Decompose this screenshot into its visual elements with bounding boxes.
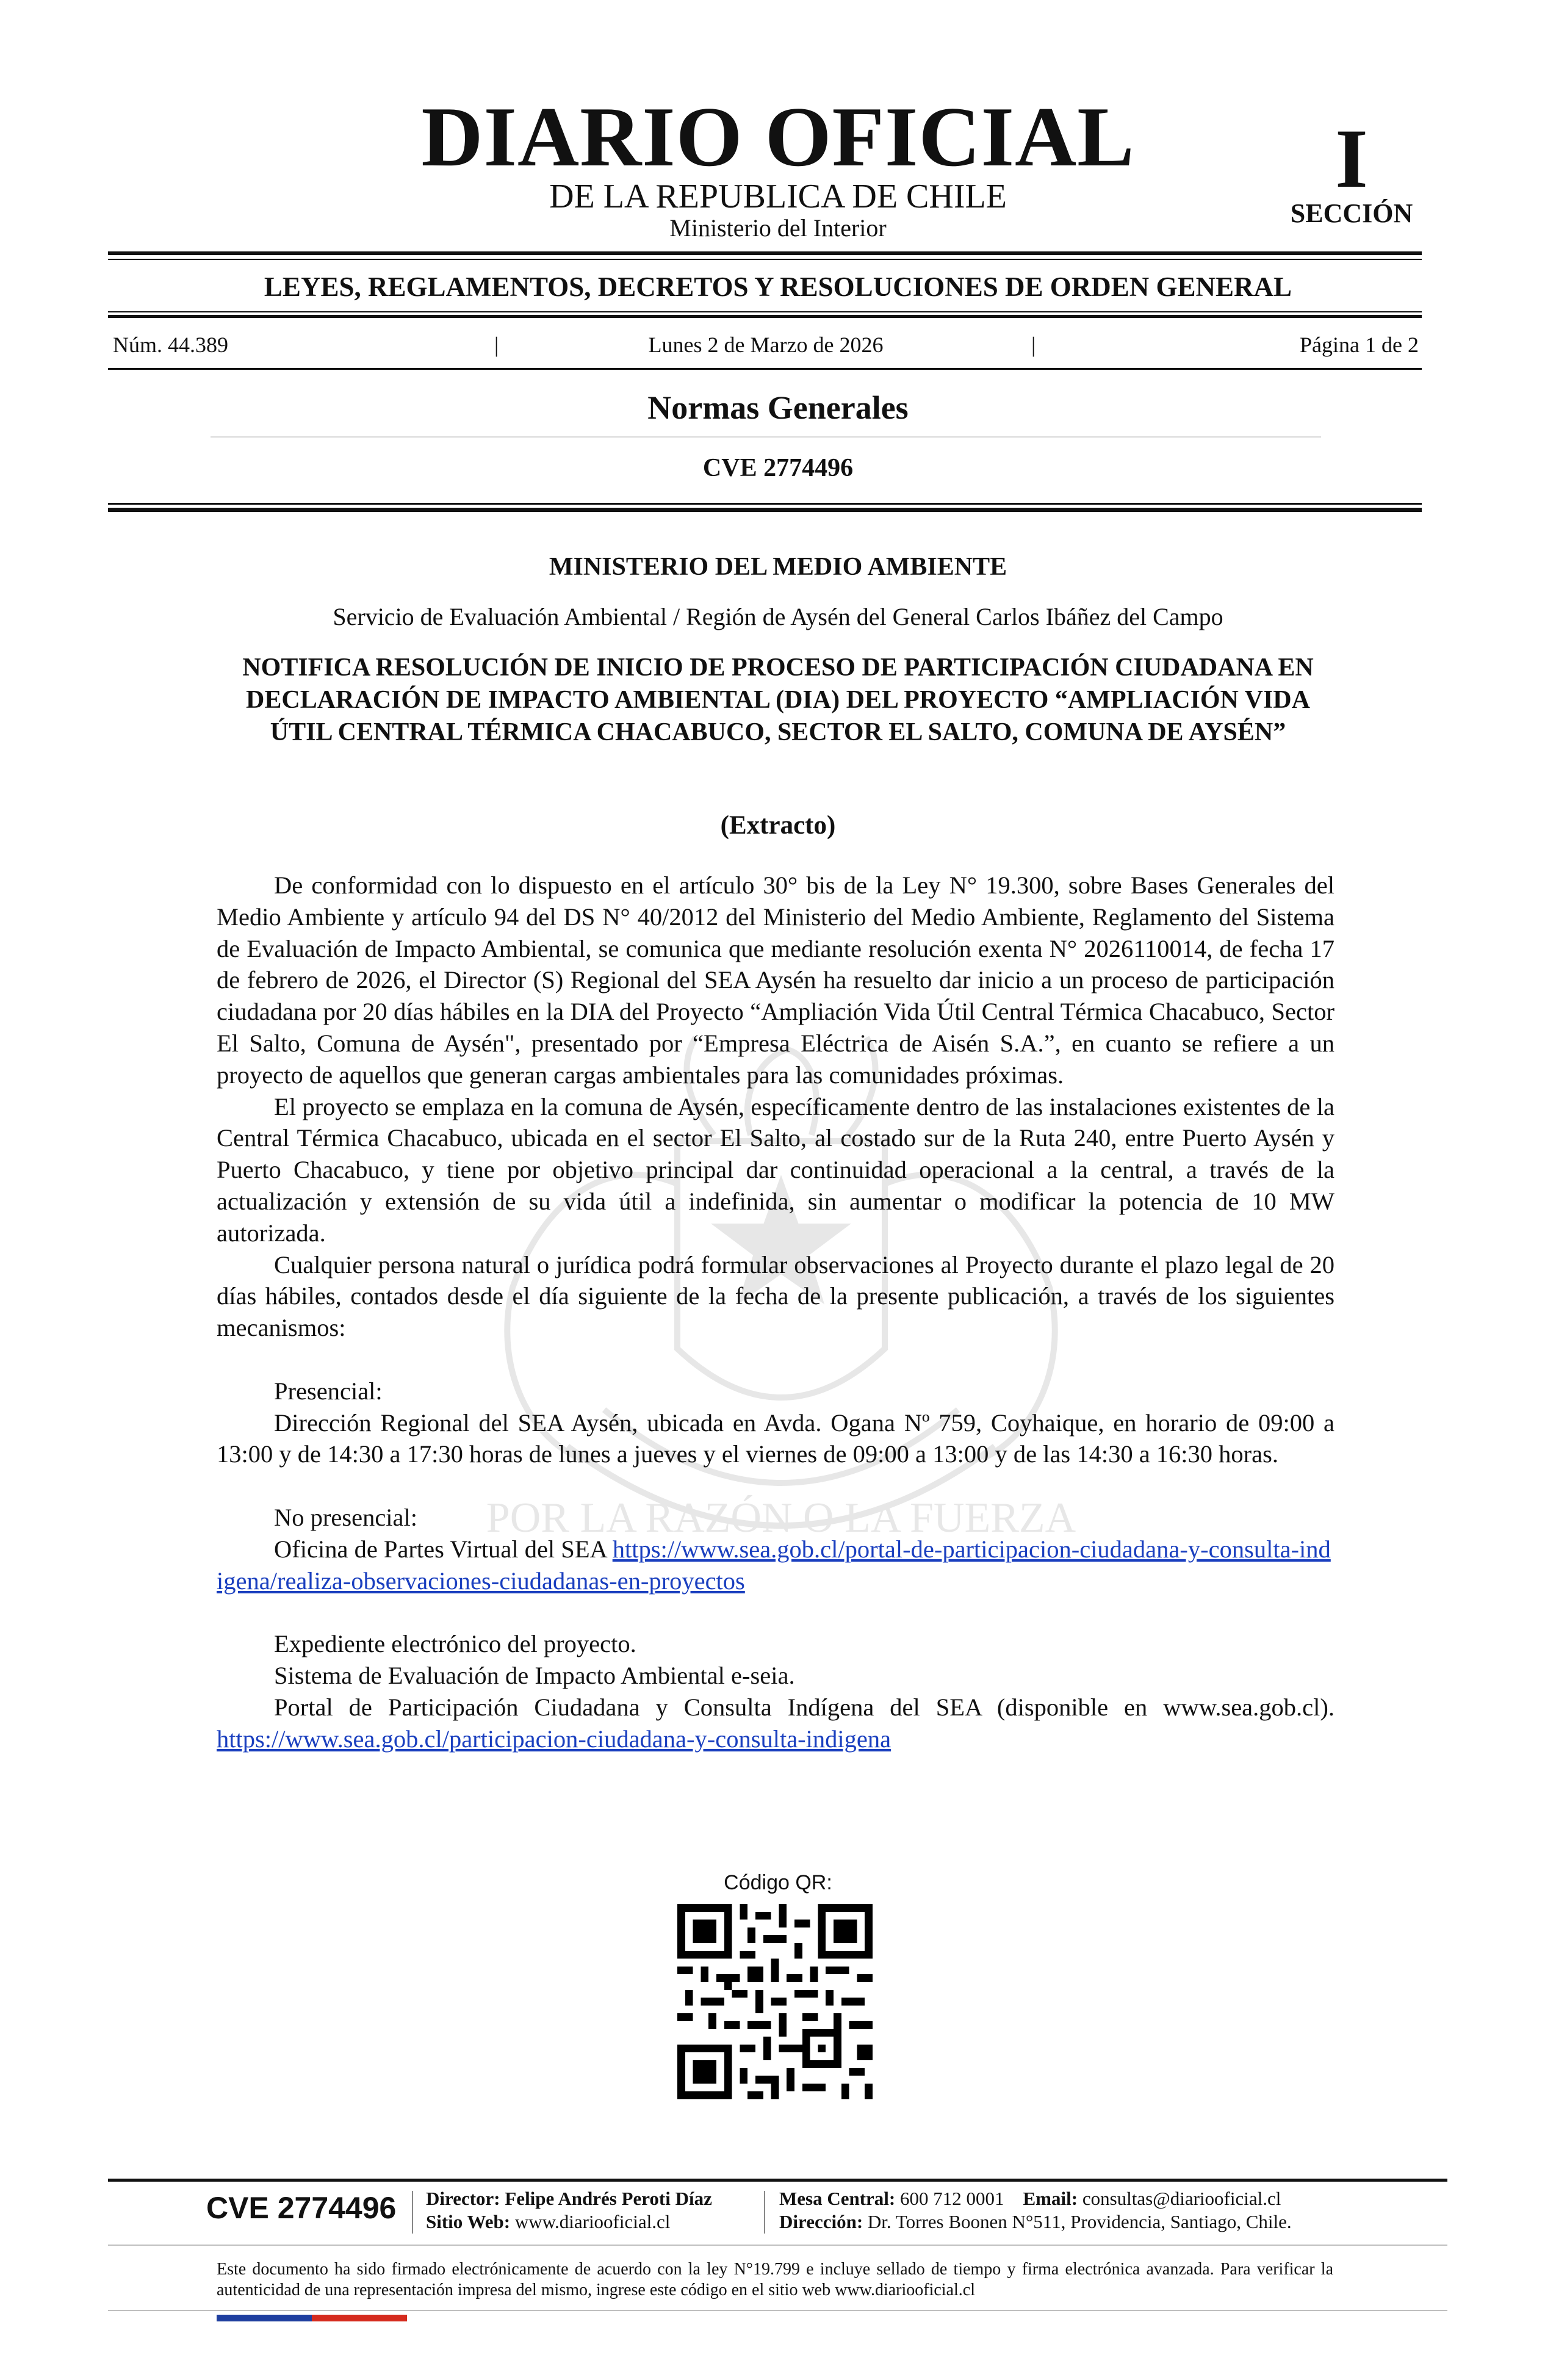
footer-cve: CVE 2774496: [206, 2191, 397, 2225]
qr-code[interactable]: [677, 1904, 873, 2099]
footer-thin-rule: [108, 2245, 1447, 2246]
oficina-label: Oficina de Partes Virtual del SEA: [274, 1535, 607, 1563]
masthead-title: DIARIO OFICIAL: [421, 90, 1135, 184]
footer-bottom-rule: [108, 2310, 1447, 2311]
paragraph-3: Cualquier persona natural o jurídica podrá formular observaciones al Proyecto durante el plazo legal de 20 días hábiles, contados desde el día siguiente de la fecha de la presente publicación, a través de los siguientes mecanismos:: [217, 1250, 1334, 1342]
site-value[interactable]: www.diariooficial.cl: [514, 2211, 671, 2232]
flag-stripe-red: [312, 2315, 407, 2321]
director-name: Felipe Andrés Peroti Díaz: [505, 2188, 712, 2209]
motto-text: POR LA RAZÓN O LA FUERZA: [486, 1495, 1076, 1542]
presencial-text: Dirección Regional del SEA Aysén, ubicada en Avda. Ogana Nº 759, Coyhaique, en horario de 09:00 a 13:00 y de 14:30 a 17:30 horas de lunes a jueves y el viernes de 09:00 a 13:00 y de las 14:30 a 16:30 horas.: [217, 1408, 1334, 1468]
oficina-link[interactable]: https://www.sea.gob.cl/portal-de-participacion-ciudadana-y-consulta-indigena/realiza-observaciones-ciudadanas-en-proyectos: [217, 1535, 1331, 1595]
extract-label: (Extracto): [720, 811, 836, 840]
mesa-label: Mesa Central:: [779, 2188, 896, 2209]
presencial-label: Presencial:: [274, 1377, 383, 1405]
email-value[interactable]: consultas@diariooficial.cl: [1082, 2188, 1281, 2209]
section-divider: [211, 436, 1321, 438]
section-title: Normas Generales: [647, 389, 909, 426]
paragraph-1: De conformidad con lo dispuesto en el artículo 30° bis de la Ley N° 19.300, sobre Bases Generales del Medio Ambiente y artículo 94 del DS N° 40/2012 del Ministerio del Medio Ambiente, Reglamento del Sistema de Evaluación de Impacto Ambiental, se comunica que mediante resolución exenta N° 2026110014, de fecha 17 de febrero de 2026, el Director (S) Regional del SEA Aysén ha resuelto dar inicio a un proceso de participación ciudadana por 20 días hábiles en la DIA del Proyecto “Ampliación Vida Útil Central Térmica Chacabuco, Sector El Salto, Comuna de Aysén", presentado por “Empresa Eléctrica de Aisén S.A.”, en cuanto se refiere a un proyecto de aquellos que generan cargas ambientales para las comunidades próximas.: [217, 871, 1334, 1089]
portal-line: [217, 1692, 1334, 1755]
category-rule-thick: [108, 315, 1422, 318]
site-label: Sitio Web:: [426, 2211, 511, 2232]
footer-site: [426, 2210, 670, 2234]
service-line: Servicio de Evaluación Ambiental / Región de Aysén del General Carlos Ibáñez del Campo: [333, 603, 1223, 630]
category-rule-thin: [108, 311, 1422, 312]
flag-stripe-blue: [217, 2315, 312, 2321]
director-label: Director:: [426, 2188, 500, 2209]
meta-separator: |: [494, 333, 499, 357]
cve-code: CVE 2774496: [702, 454, 854, 482]
address-value: Dr. Torres Boonen N°511, Providencia, Santiago, Chile.: [867, 2211, 1292, 2232]
footer-director: [426, 2187, 712, 2210]
footer-divider: [412, 2191, 413, 2234]
seia-line: Sistema de Evaluación de Impacto Ambiental e-seia.: [274, 1661, 795, 1689]
qr-label: Código QR:: [724, 1871, 832, 1894]
no-presencial-label: No presencial:: [274, 1503, 418, 1531]
footer-rule: [108, 2179, 1447, 2182]
section-numeral: I: [1335, 112, 1368, 205]
notice-body: [217, 870, 1334, 1754]
cve-rule-thin: [108, 503, 1422, 505]
category-heading: LEYES, REGLAMENTOS, DECRETOS Y RESOLUCIONES DE ORDEN GENERAL: [264, 272, 1292, 302]
footer-disclaimer: Este documento ha sido firmado electrónicamente de acuerdo con la ley N°19.799 e incluye sellado de tiempo y firma electrónica avanzada. Para verificar la autenticidad de una representación impresa del mismo, ingrese este código en el sitio web www.diariooficial.cl: [217, 2260, 1333, 2299]
expediente-line: Expediente electrónico del proyecto.: [274, 1630, 636, 1658]
masthead-ministry: Ministerio del Interior: [669, 214, 887, 242]
masthead-rule-thick: [108, 251, 1422, 255]
footer-mesa: [779, 2187, 1281, 2210]
meta-separator: |: [1031, 333, 1036, 357]
portal-link[interactable]: https://www.sea.gob.cl/participacion-ciudadana-y-consulta-indigena: [217, 1725, 891, 1753]
footer-address: [779, 2210, 1292, 2234]
mesa-value: 600 712 0001: [900, 2188, 1004, 2209]
ministry-heading: MINISTERIO DEL MEDIO AMBIENTE: [549, 553, 1007, 581]
email-label: Email:: [1023, 2188, 1078, 2209]
meta-rule: [108, 368, 1422, 370]
notice-title: NOTIFICA RESOLUCIÓN DE INICIO DE PROCESO DE PARTICIPACIÓN CIUDADANA EN DECLARACIÓN DE IMPACTO AMBIENTAL (DIA) DEL PROYECTO “AMPLIACIÓN VIDA ÚTIL CENTRAL TÉRMICA CHACABUCO, SECTOR EL SALTO, COMUNA DE AYSÉN”: [242, 654, 1314, 746]
masthead-subtitle: DE LA REPUBLICA DE CHILE: [549, 178, 1007, 215]
portal-text: Portal de Participación Ciudadana y Consulta Indígena del SEA (disponible en www.sea.gob.cl).: [274, 1693, 1334, 1721]
oficina-virtual: [217, 1534, 1334, 1597]
cve-rule-thick: [108, 508, 1422, 512]
footer-divider: [764, 2191, 765, 2234]
issue-number: Núm. 44.389: [113, 333, 228, 357]
issue-date: Lunes 2 de Marzo de 2026: [648, 333, 884, 357]
address-label: Dirección:: [779, 2211, 863, 2232]
section-label: SECCIÓN: [1290, 198, 1413, 228]
page-indicator: Página 1 de 2: [1300, 333, 1419, 357]
masthead-rule-thin: [108, 259, 1422, 260]
paragraph-2: El proyecto se emplaza en la comuna de Aysén, específicamente dentro de las instalaciones existentes de la Central Térmica Chacabuco, ubicada en el sector El Salto, al costado sur de la Ruta 240, entre Puerto Aysén y Puerto Chacabuco, y tiene por objetivo principal dar continuidad operacional a la central, a través de la actualización y extensión de su vida útil a indefinida, sin aumentar o modificar la potencia de 10 MW autorizada.: [217, 1092, 1334, 1247]
